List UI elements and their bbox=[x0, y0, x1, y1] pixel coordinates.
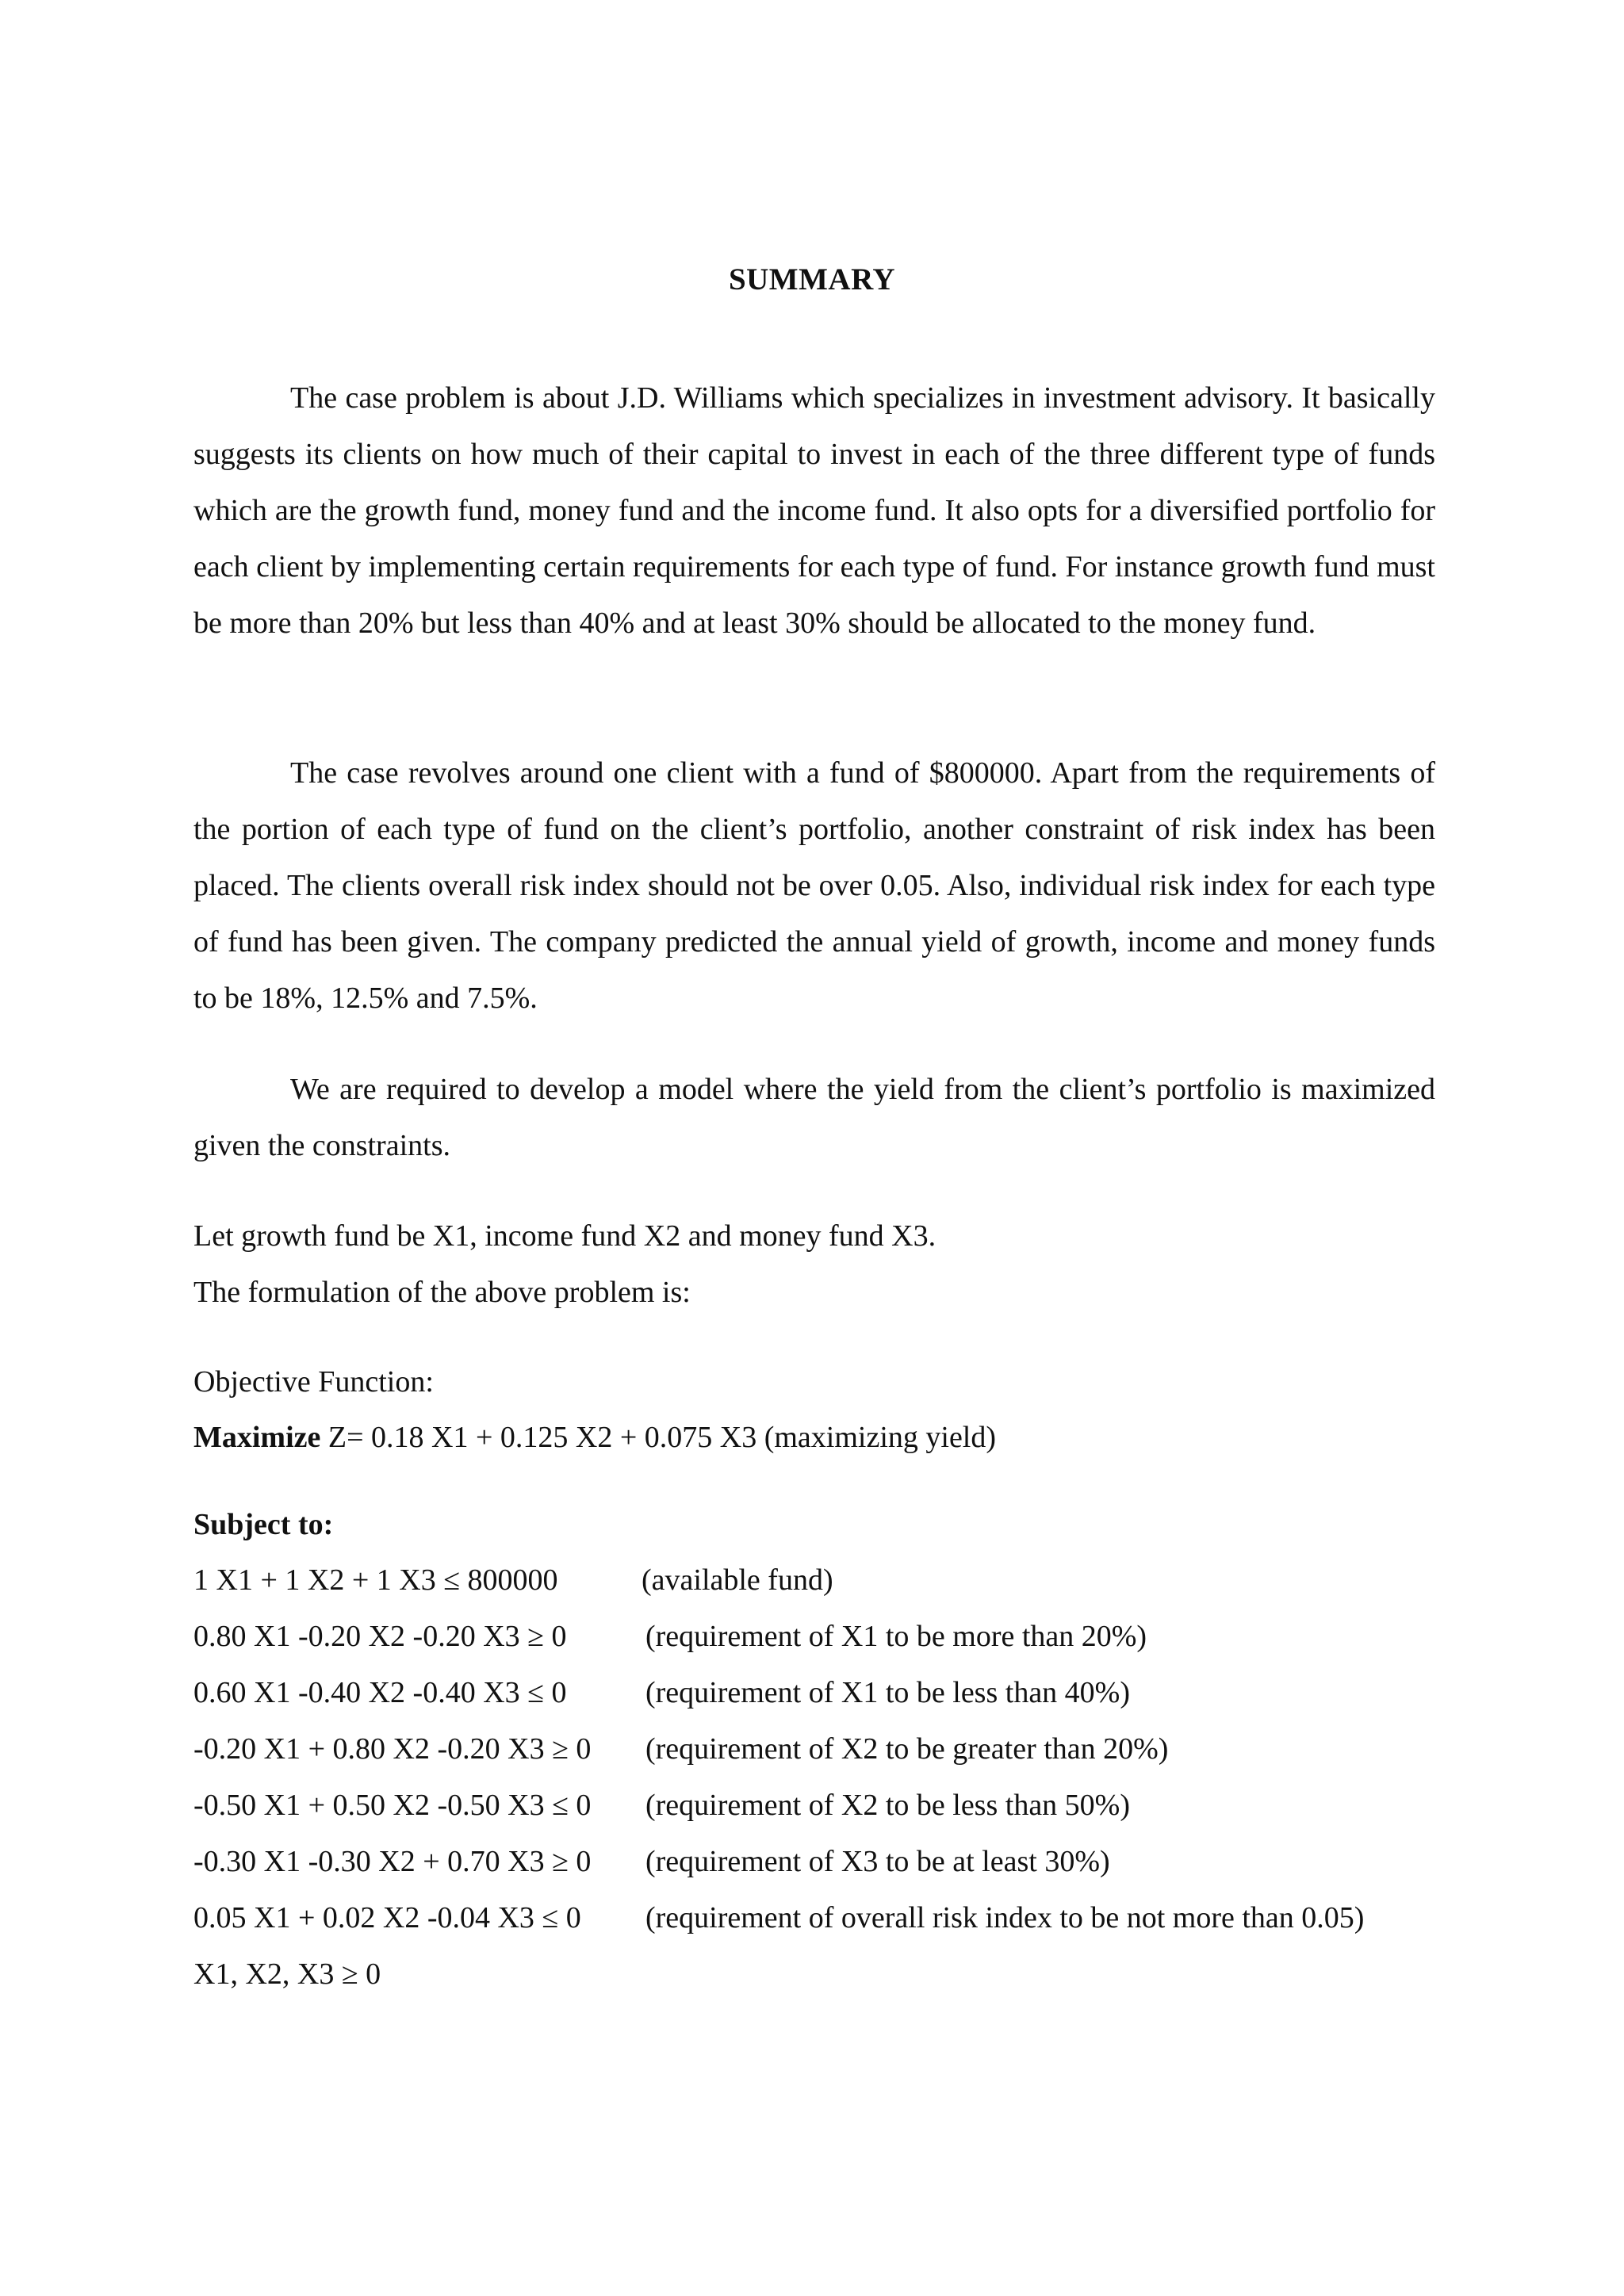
paragraph-intro-text: The case problem is about J.D. Williams which specializes in investment advisory. It basically suggests its clients on how much of their capital to invest in each of the three different type of funds which are the growth fund, money fund and the income fund. It also opts for a diversified portfolio for each client by implementing certain requirements for each type of fund. For instance growth fund must be more than 20% but less than 40% and at least 30% should be allocated to the money fund. bbox=[193, 381, 1435, 640]
constraint-row bbox=[193, 1787, 1130, 1823]
constraint-row bbox=[193, 1843, 1110, 1880]
constraint-expression: 1 X1 + 1 X2 + 1 X3 ≤ 800000 bbox=[193, 1563, 558, 1597]
paragraph-client-text: The case revolves around one client with a fund of $800000. Apart from the requirements of the portion of each type of fund on the client’s portfolio, another constraint of risk index has been placed. The clients overall risk index should not be over 0.05. Also, individual risk index for each type of fund has been given. The company predicted the annual yield of growth, income and money funds to be 18%, 12.5% and 7.5%. bbox=[193, 756, 1435, 1015]
paragraph-intro bbox=[193, 370, 1435, 652]
constraint-expression: 0.60 X1 -0.40 X2 -0.40 X3 ≤ 0 bbox=[193, 1676, 567, 1709]
maximize-keyword: Maximize bbox=[193, 1421, 321, 1454]
objective-heading: Objective Function: bbox=[193, 1365, 434, 1399]
objective-expression: Z= 0.18 X1 + 0.125 X2 + 0.075 X3 (maximizing yield) bbox=[320, 1421, 997, 1454]
paragraph-model bbox=[193, 1062, 1435, 1174]
constraint-row bbox=[193, 1562, 833, 1598]
constraint-note: (requirement of overall risk index to be not more than 0.05) bbox=[645, 1901, 1365, 1934]
constraint-row bbox=[193, 1900, 1365, 1936]
constraint-row bbox=[193, 1618, 1147, 1655]
constraint-row bbox=[193, 1674, 1130, 1711]
constraint-row bbox=[193, 1731, 1169, 1767]
constraint-expression: -0.50 X1 + 0.50 X2 -0.50 X3 ≤ 0 bbox=[193, 1789, 592, 1822]
constraint-expression: 0.80 X1 -0.20 X2 -0.20 X3 ≥ 0 bbox=[193, 1620, 567, 1653]
constraint-note: (requirement of X1 to be more than 20%) bbox=[645, 1620, 1147, 1653]
paragraph-model-text: We are required to develop a model where the yield from the client’s portfolio is maximized given the constraints. bbox=[193, 1073, 1435, 1162]
formulation-line: The formulation of the above problem is: bbox=[193, 1276, 691, 1309]
constraint-note: (available fund) bbox=[642, 1563, 833, 1597]
constraint-note: (requirement of X2 to be greater than 20%) bbox=[645, 1732, 1169, 1766]
constraint-note: (requirement of X2 to be less than 50%) bbox=[645, 1789, 1130, 1822]
constraint-note: (requirement of X3 to be at least 30%) bbox=[645, 1845, 1110, 1878]
variables-line: Let growth fund be X1, income fund X2 and money fund X3. bbox=[193, 1219, 936, 1253]
constraint-expression: 0.05 X1 + 0.02 X2 -0.04 X3 ≤ 0 bbox=[193, 1901, 581, 1934]
constraint-note: (requirement of X1 to be less than 40%) bbox=[645, 1676, 1130, 1709]
page-title: SUMMARY bbox=[728, 262, 896, 297]
constraint-expression: -0.30 X1 -0.30 X2 + 0.70 X3 ≥ 0 bbox=[193, 1845, 592, 1878]
constraint-expression: -0.20 X1 + 0.80 X2 -0.20 X3 ≥ 0 bbox=[193, 1732, 592, 1766]
nonnegativity-constraint: X1, X2, X3 ≥ 0 bbox=[193, 1957, 381, 1991]
constraints-heading: Subject to: bbox=[193, 1508, 334, 1541]
paragraph-client bbox=[193, 745, 1435, 1027]
objective-function bbox=[193, 1419, 996, 1456]
